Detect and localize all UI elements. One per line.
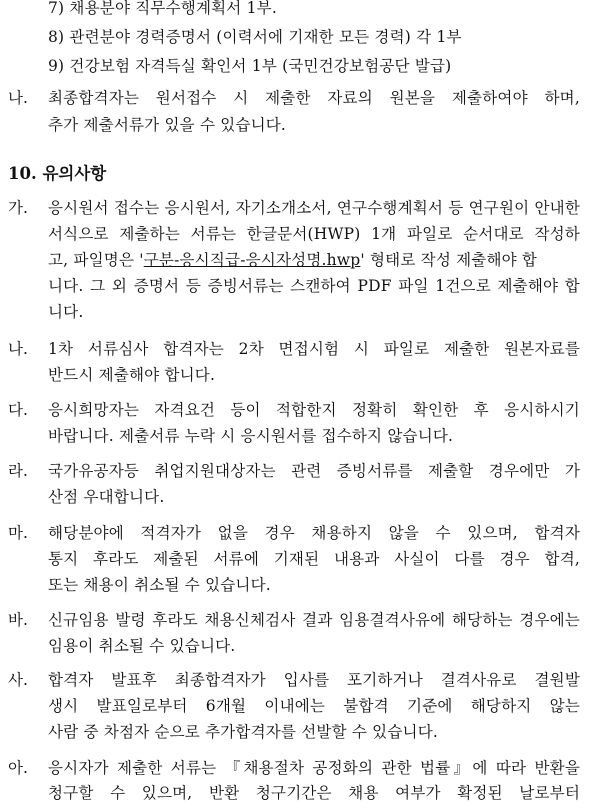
item-ba-line-2: 임용이 취소될 수 있습니다. xyxy=(48,637,236,655)
item-sa-line-2: 생시 발표일로부터 6개월 이내에는 불합격 기준에 해당하지 않는 xyxy=(48,697,580,715)
item-na-line-2: 반드시 제출해야 합니다. xyxy=(48,366,216,384)
item-na-prev-line-1: 최종합격자는 원서접수 시 제출한 자료의 원본을 제출하여야 하며, xyxy=(48,89,580,107)
item-ga-line-4: 니다. 그 외 증명서 등 증빙서류는 스캔하여 PDF 파일 1건으로 제출해야 합 xyxy=(48,277,580,295)
item-a-line-1: 응시자가 제출한 서류는 『채용절차 공정화의 관한 법률』에 따라 반환을 xyxy=(48,759,580,777)
section-heading: 10. 유의사항 xyxy=(8,164,107,183)
item-ma-line-3: 또는 채용이 취소될 수 있습니다. xyxy=(48,576,271,594)
item-ga-line-3-pre: 고, 파일명은 ' xyxy=(48,251,144,269)
item-marker-ra: 라. xyxy=(8,462,28,480)
item-a-line-2: 청구할 수 있으며, 반환 청구기간은 채용 여부가 확정된 날로부터 xyxy=(48,784,580,802)
item-sa-line-1: 합격자 발표후 최종합격자가 입사를 포기하거나 결격사유로 결원발 xyxy=(48,671,580,689)
item-na-prev-line-2: 추가 제출서류가 있을 수 있습니다. xyxy=(48,116,287,134)
filename-format: 구분-응시직급-응시자성명.hwp xyxy=(143,251,361,269)
item-marker-sa: 사. xyxy=(8,671,28,689)
item-ga-line-3 xyxy=(48,250,580,270)
item-da-line-1: 응시희망자는 자격요건 등이 적합한지 정확히 확인한 후 응시하시기 xyxy=(48,401,580,419)
item-sa-line-3: 사람 중 차점자 순으로 추가합격자를 선발할 수 있습니다. xyxy=(48,723,438,741)
list-item-9: 9) 건강보험 자격득실 확인서 1부 (국민건강보험공단 발급) xyxy=(48,57,452,75)
item-ga-line-5: 니다. xyxy=(48,303,84,321)
item-marker-na-prev: 나. xyxy=(8,89,28,107)
item-ma-line-1: 해당분야에 적격자가 없을 경우 채용하지 않을 수 있으며, 합격자 xyxy=(48,524,580,542)
item-ma-line-2: 통지 후라도 제출된 서류에 기재된 내용과 사실이 다를 경우 합격, xyxy=(48,550,580,568)
item-da-line-2: 바랍니다. 제출서류 누락 시 응시원서를 접수하지 않습니다. xyxy=(48,427,454,445)
item-marker-da: 다. xyxy=(8,401,28,419)
list-item-8: 8) 관련분야 경력증명서 (이력서에 기재한 모든 경력) 각 1부 xyxy=(48,28,462,46)
item-marker-ba: 바. xyxy=(8,611,28,629)
item-marker-a: 아. xyxy=(8,759,28,777)
item-ga-line-2: 서식으로 제출하는 서류는 한글문서(HWP) 1개 파일로 순서대로 작성하 xyxy=(48,225,580,243)
item-na-line-1: 1차 서류심사 합격자는 2차 면접시험 시 파일로 제출한 원본자료를 xyxy=(48,340,580,358)
item-ga-line-1: 응시원서 접수는 응시원서, 자기소개소서, 연구수행계획서 등 연구원이 안내한 xyxy=(48,199,580,217)
item-ba-line-1: 신규임용 발령 후라도 채용신체검사 결과 임용결격사유에 해당하는 경우에는 xyxy=(48,611,580,629)
item-ga-line-3-post: ' 형태로 작성 제출해야 합 xyxy=(360,251,538,269)
item-ra-line-2: 산점 우대합니다. xyxy=(48,488,165,506)
item-marker-na: 나. xyxy=(8,340,28,358)
item-marker-ma: 마. xyxy=(8,524,28,542)
item-ra-line-1: 국가유공자등 취업지원대상자는 관련 증빙서류를 제출할 경우에만 가 xyxy=(48,462,580,480)
list-item-7: 7) 채용분야 직무수행계획서 1부. xyxy=(48,0,277,17)
item-marker-ga: 가. xyxy=(8,199,28,217)
